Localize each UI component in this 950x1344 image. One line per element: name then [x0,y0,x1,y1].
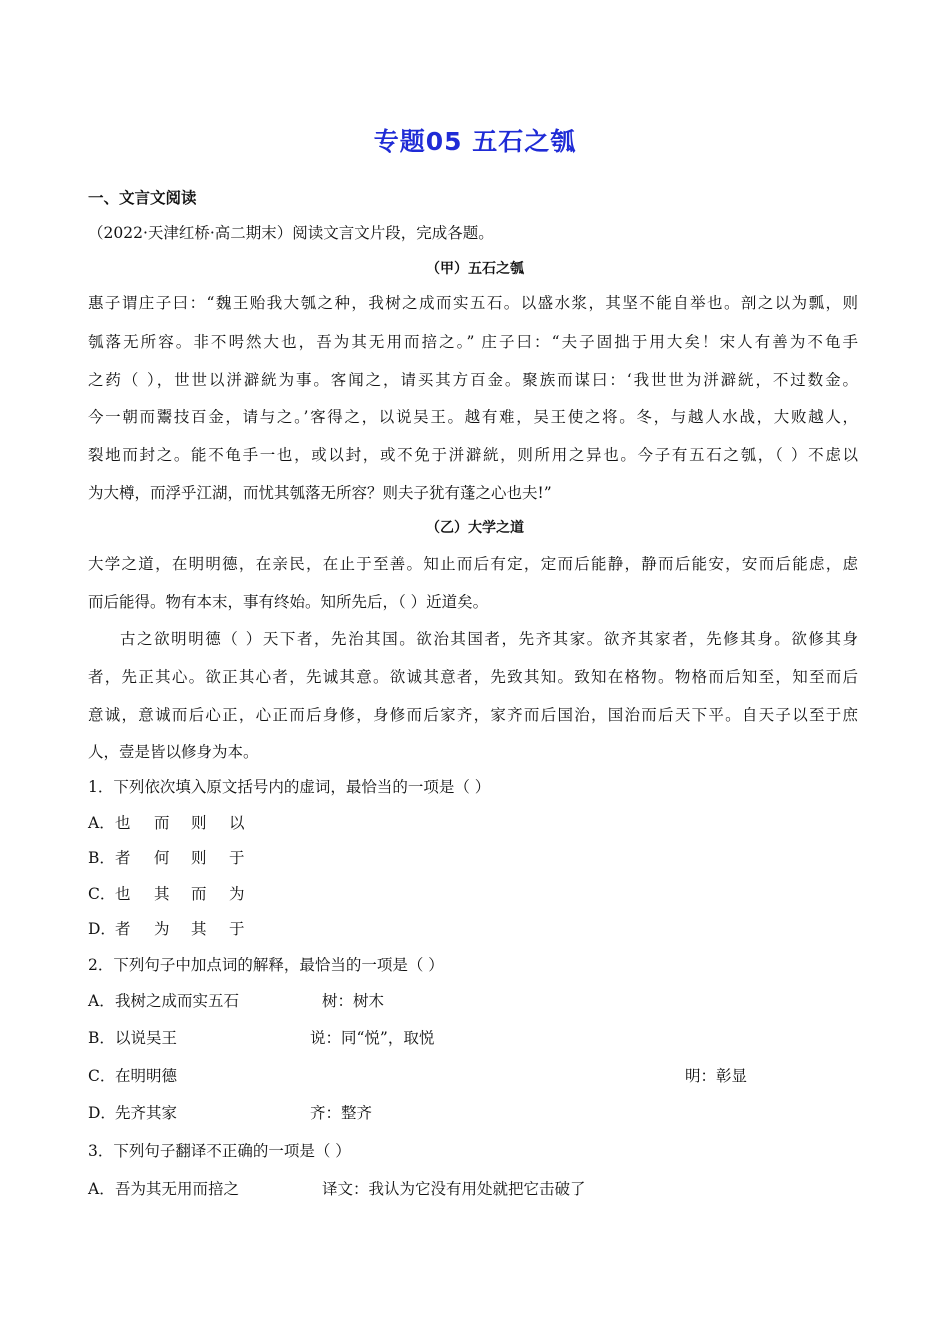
option-label: A． [88,1180,115,1198]
option-word: 也 [115,885,131,903]
option-word: 何 [154,849,170,867]
question-1-stem: 1．下列依次填入原文括号内的虚词，最恰当的一项是（ ） [88,778,491,796]
passage-a-line: 之药（ ），世世以洴澼絖为事。客闻之，请买其方百金。聚族而谋曰：‘我世世为洴澼絖，不过数金。 [88,371,858,389]
passage-b-line: 而后能得。物有本末，事有终始。知所先后，（ ）近道矣。 [88,593,489,611]
option-sentence: 吾为其无用而掊之 [115,1180,240,1198]
option-gloss: 树：树木 [322,992,385,1010]
passage-b-line: 人，壹是皆以修身为本。 [88,743,259,761]
passage-b-line: 意诚，意诚而后心正，心正而后身修，身修而后家齐，家齐而后国治，国治而后天下平。自天子以至于庶 [88,706,858,724]
passage-b-line: 者，先正其心。欲正其心者，先诚其意。欲诚其意者，先致其知。致知在格物。物格而后知至，知至而后 [88,668,858,686]
option-word: 于 [229,849,245,867]
option-label: B． [88,1029,115,1047]
option-word: 为 [229,885,245,903]
option-word: 其 [154,885,170,903]
option-word: 者 [115,920,131,938]
option-word: 者 [115,849,131,867]
option-label: C． [88,885,116,903]
option-word: 也 [115,814,131,832]
passage-a-line: 今一朝而鬻技百金，请与之。’客得之，以说吴王。越有难，吴王使之将。冬，与越人水战，大败越人， [88,408,858,426]
passage-b-line: 古之欲明明德（ ）天下者，先治其国。欲治其国者，先齐其家。欲齐其家者，先修其身。欲修其身 [120,630,858,648]
option-label: A． [88,992,115,1010]
passage-a-line: 为大樽，而浮乎江湖，而忧其瓠落无所容？则夫子犹有蓬之心也夫!” [88,484,552,502]
passage-b-heading: （乙）大学之道 [426,520,524,536]
passage-a-line: 裂地而封之。能不龟手一也，或以封，或不免于洴澼絖，则所用之异也。今子有五石之瓠，（ ）不虑以 [88,446,858,464]
passage-b-line: 大学之道，在明明德，在亲民，在止于至善。知止而后有定，定而后能静，静而后能安，安而后能虑，虑 [88,555,858,573]
option-label: C． [88,1067,116,1085]
option-label: D． [88,1104,116,1122]
option-label: B． [88,849,115,867]
passage-a-heading: （甲）五石之瓠 [426,261,524,277]
option-gloss: 说：同“悦”，取悦 [310,1029,435,1047]
option-word: 其 [191,920,207,938]
option-word: 而 [191,885,207,903]
section-heading: 一、文言文阅读 [88,188,197,207]
source-line: （2022·天津红桥·高二期末）阅读文言文片段，完成各题。 [88,224,494,242]
option-gloss: 明：彰显 [685,1067,748,1085]
page-title: 专题05 五石之瓠 [373,127,577,156]
option-word: 以 [229,814,245,832]
option-gloss: 齐：整齐 [310,1104,373,1122]
option-word: 而 [154,814,170,832]
option-word: 则 [191,814,207,832]
option-sentence: 以说吴王 [115,1029,178,1047]
option-sentence: 在明明德 [115,1067,178,1085]
option-label: A． [88,814,115,832]
option-sentence: 我树之成而实五石 [115,992,240,1010]
option-gloss: 译文：我认为它没有用处就把它击破了 [322,1180,586,1198]
question-3-stem: 3．下列句子翻译不正确的一项是（ ） [88,1142,351,1160]
question-2-stem: 2．下列句子中加点词的解释，最恰当的一项是（ ） [88,956,444,974]
option-sentence: 先齐其家 [115,1104,178,1122]
passage-a-line: 惠子谓庄子曰：“魏王贻我大瓠之种，我树之成而实五石。以盛水浆，其坚不能自举也。剖之以为瓢，则 [88,294,858,312]
passage-a-line: 瓠落无所容。非不呺然大也，吾为其无用而掊之。” 庄子曰：“夫子固拙于用大矣！宋人有善为不龟手 [88,333,858,351]
option-word: 于 [229,920,245,938]
option-word: 则 [191,849,207,867]
option-label: D． [88,920,116,938]
option-word: 为 [154,920,170,938]
